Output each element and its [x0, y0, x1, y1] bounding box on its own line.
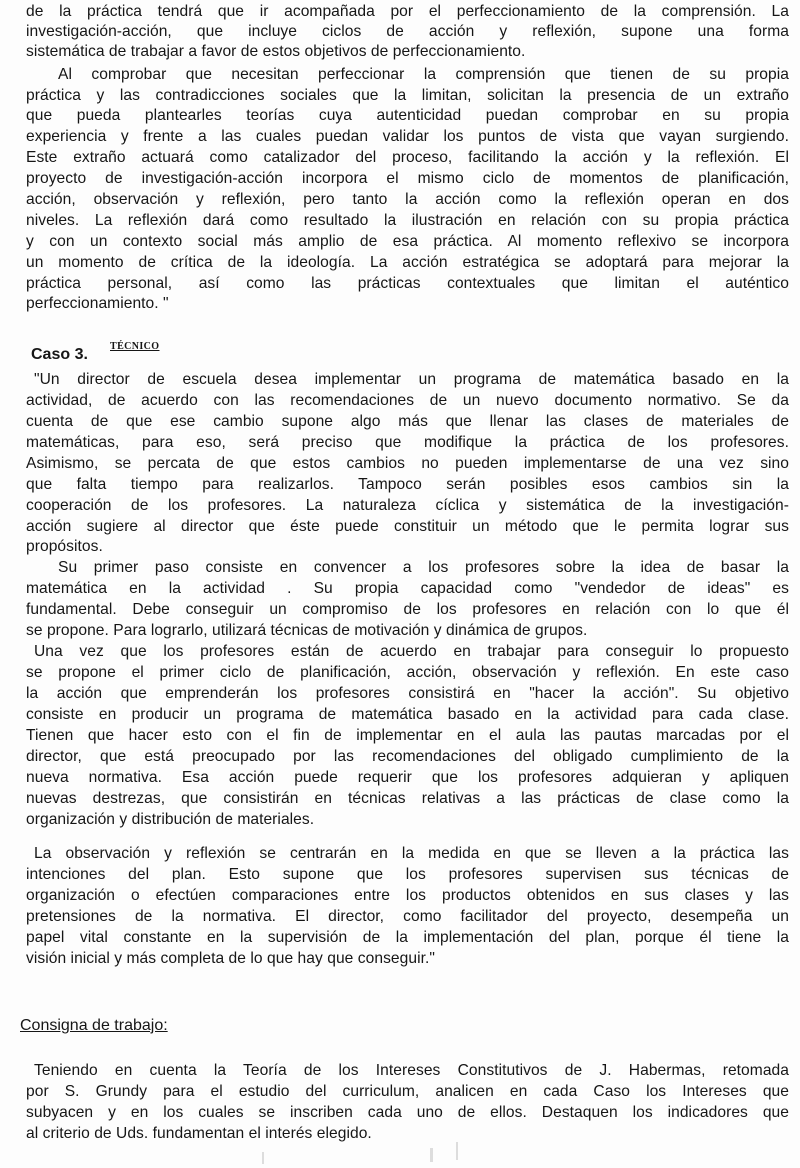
text-line: organización y distribución de materiales.	[26, 811, 315, 828]
text-line: que falta tiempo para realizarlos. Tampoco serán posibles esos cambios sin la	[26, 476, 789, 493]
text-line: Una vez que los profesores están de acuerdo en trabajar para conseguir lo propuesto	[34, 643, 789, 660]
text-line: práctica personal, así como las prácticas contextuales que limitan el auténtico	[26, 275, 789, 292]
text-line: fundamental. Debe conseguir un compromiso de los profesores en relación con lo que él	[26, 601, 789, 618]
text-line: Asimismo, se percata de que estos cambios no pueden implementarse de una vez sino	[26, 455, 789, 472]
text-line: director, que está preocupado por las recomendaciones del obligado cumplimiento de la	[26, 748, 789, 765]
text-line: acción, observación y reflexión, pero tanto la acción como la reflexión operan en dos	[26, 191, 789, 208]
text-line: Este extraño actuará como catalizador del proceso, facilitando la acción y la reflexión. El	[26, 149, 789, 166]
text-line: y con un contexto social más amplio de esa práctica. Al momento reflexivo se incorpora	[26, 233, 789, 250]
text-line: papel vital constante en la supervisión de la implementación del plan, porque él tiene la	[26, 929, 789, 946]
text-line: consiste en producir un programa de matemática basado en la actividad para cada clase.	[26, 706, 789, 723]
text-line: propósitos.	[26, 538, 103, 555]
text-line: acción sugiere al director que éste puede constituir un método que le permita lograr sus	[26, 518, 789, 535]
text-line: de la práctica tendrá que ir acompañada por el perfeccionamiento de la comprensión. La	[26, 3, 789, 20]
text-line: intenciones del plan. Esto supone que los profesores supervisen sus técnicas de	[26, 866, 789, 883]
text-line: pretensiones de la normativa. El director, como facilitador del proyecto, desempeña un	[26, 908, 789, 925]
text-line: sistemática de trabajar a favor de estos objetivos de perfeccionamiento.	[26, 43, 526, 60]
text-line: matemáticas, para eso, será preciso que modifique la práctica de los profesores.	[26, 434, 789, 451]
assignment-heading: Consigna de trabajo:	[20, 1017, 168, 1034]
text-line: matemática en la actividad . Su propia capacidad como "vendedor de ideas" es	[26, 580, 789, 597]
scan-artifact	[456, 1142, 458, 1160]
text-line: perfeccionamiento. "	[26, 295, 169, 312]
text-line: experiencia y frente a las cuales puedan validar los puntos de vista que vayan surgiendo.	[26, 128, 789, 145]
text-line: cooperación de los profesores. La naturaleza cíclica y sistemática de la investigación-	[26, 497, 789, 514]
text-line: nueva normativa. Esa acción puede requerir que los profesores adquieran y apliquen	[26, 769, 789, 786]
text-line: práctica y las contradicciones sociales que la limitan, solicitan la presencia de un extraño	[26, 87, 789, 104]
text-line: Teniendo en cuenta la Teoría de los Intereses Constitutivos de J. Habermas, retomada	[34, 1062, 789, 1079]
text-line: se propone el primer ciclo de planificación, acción, observación y reflexión. En este caso	[26, 664, 789, 681]
text-line: la acción que emprenderán los profesores consistirá en "hacer la acción". Su objetivo	[26, 685, 789, 702]
text-line: niveles. La reflexión dará como resultado la ilustración en relación con su propia práctica	[26, 212, 789, 229]
text-line: nuevas destrezas, que consistirán en técnicas relativas a las prácticas de clase como la	[26, 790, 789, 807]
text-line: se propone. Para lograrlo, utilizará técnicas de motivación y dinámica de grupos.	[26, 622, 588, 639]
text-line: al criterio de Uds. fundamentan el interés elegido.	[26, 1125, 372, 1142]
case-type-tag: TÉCNICO	[110, 341, 160, 352]
text-line: visión inicial y más completa de lo que hay que conseguir."	[26, 950, 435, 967]
text-line: La observación y reflexión se centrarán en la medida en que se lleven a la práctica las	[34, 845, 789, 862]
scan-artifact	[262, 1152, 264, 1164]
text-line: Al comprobar que necesitan perfeccionar la comprensión que tienen de su propia	[58, 66, 789, 83]
text-line: "Un director de escuela desea implementar un programa de matemática basado en la	[34, 371, 789, 388]
scan-artifact	[430, 1148, 433, 1162]
case-heading: Caso 3.	[31, 346, 88, 363]
text-line: que pueda plantearles teorías cuya autenticidad puedan comprobar en su propia	[26, 107, 789, 124]
text-line: por S. Grundy para el estudio del curriculum, analicen en cada Caso los Intereses que	[26, 1083, 789, 1100]
text-line: investigación-acción, que incluye ciclos de acción y reflexión, supone una forma	[26, 23, 789, 40]
text-line: un momento de crítica de la ideología. La acción estratégica se adoptará para mejorar la	[26, 254, 789, 271]
text-line: subyacen y en los cuales se inscriben cada uno de ellos. Destaquen los indicadores que	[26, 1104, 789, 1121]
text-line: Su primer paso consiste en convencer a los profesores sobre la idea de basar la	[58, 559, 789, 576]
text-line: actividad, de acuerdo con las recomendaciones de un nuevo documento normativo. Se da	[26, 392, 789, 409]
text-line: Tienen que hacer esto con el fin de implementar en el aula las pautas marcadas por el	[26, 727, 789, 744]
text-line: cuenta de que ese cambio supone algo más que llenar las clases de materiales de	[26, 413, 789, 430]
text-line: proyecto de investigación-acción incorpora el mismo ciclo de momentos de planificación,	[26, 170, 789, 187]
text-line: organización o efectúen comparaciones entre los productos obtenidos en sus clases y las	[26, 887, 789, 904]
